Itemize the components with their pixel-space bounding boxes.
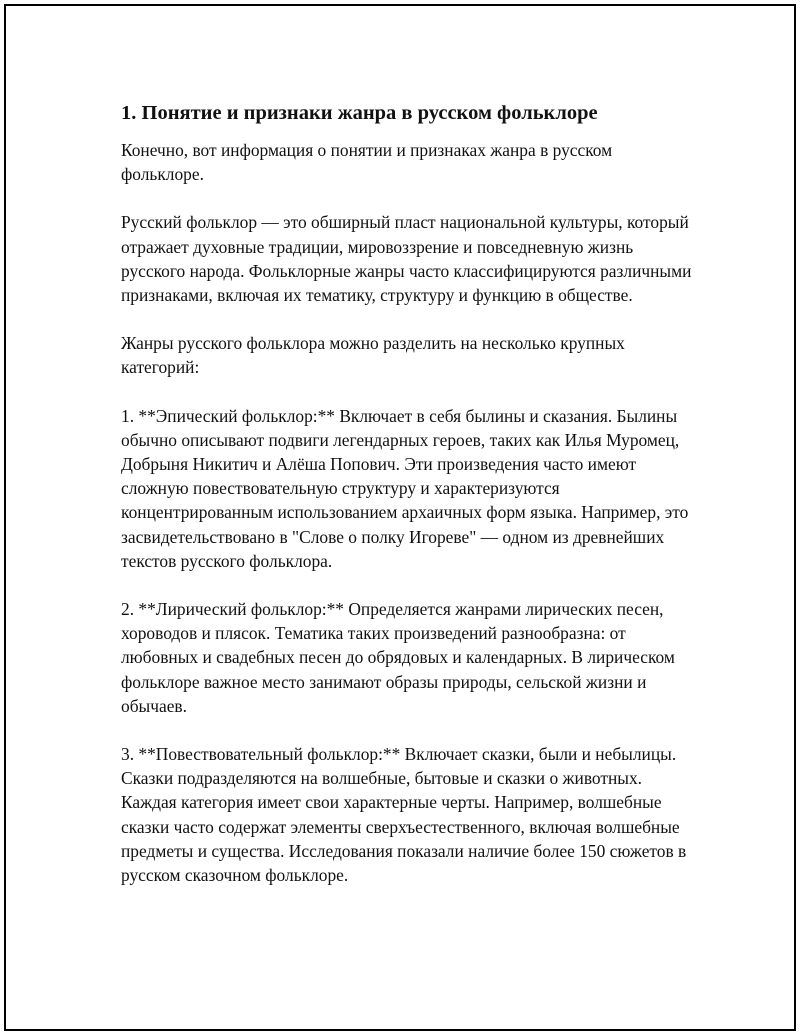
narrative-folklore-paragraph: 3. **Повествовательный фольклор:** Включает сказки, были и небылицы. Сказки подразделяются на волшебные, бытовые и сказки о животных. Каждая категория имеет свои характерные черты. Например, волшебные сказки часто содержат элементы сверхъестественного, включая волшебные предметы и существа. Исследования показали наличие более 150 сюжетов в русском сказочном фольклоре. — [121, 744, 687, 886]
section-heading: 1. Понятие и признаки жанра в русском фольклоре — [121, 102, 598, 124]
document-body — [121, 98, 696, 911]
page-frame — [4, 4, 796, 1031]
folklore-overview-paragraph: Русский фольклор — это обширный пласт национальной культуры, который отражает духовные традиции, мировоззрение и повседневную жизнь русского народа. Фольклорные жанры часто классифицируются различными признаками, включая их тематику, структуру и функцию в обществе. — [121, 212, 692, 306]
intro-paragraph: Конечно, вот информация о понятии и признаках жанра в русском фольклоре. — [121, 140, 613, 185]
epic-folklore-paragraph: 1. **Эпический фольклор:** Включает в себя былины и сказания. Былины обычно описывают подвиги легендарных героев, таких как Илья Муромец, Добрыня Никитич и Алёша Попович. Эти произведения часто имеют сложную повествовательную структуру и характеризуются концентрированным использованием архаичных форм языка. Например, это засвидетельствовано в "Слове о полку Игореве" — одном из древнейших текстов русского фольклора. — [121, 405, 689, 571]
genre-categories-paragraph: Жанры русского фольклора можно разделить на несколько крупных категорий: — [121, 333, 625, 378]
lyric-folklore-paragraph: 2. **Лирический фольклор:** Определяется жанрами лирических песен, хороводов и плясок. Тематика таких произведений разнообразна: от любовных и свадебных песен до обрядовых и календарных. В лирическом фольклоре важное место занимают образы природы, сельской жизни и обычаев. — [121, 599, 675, 716]
